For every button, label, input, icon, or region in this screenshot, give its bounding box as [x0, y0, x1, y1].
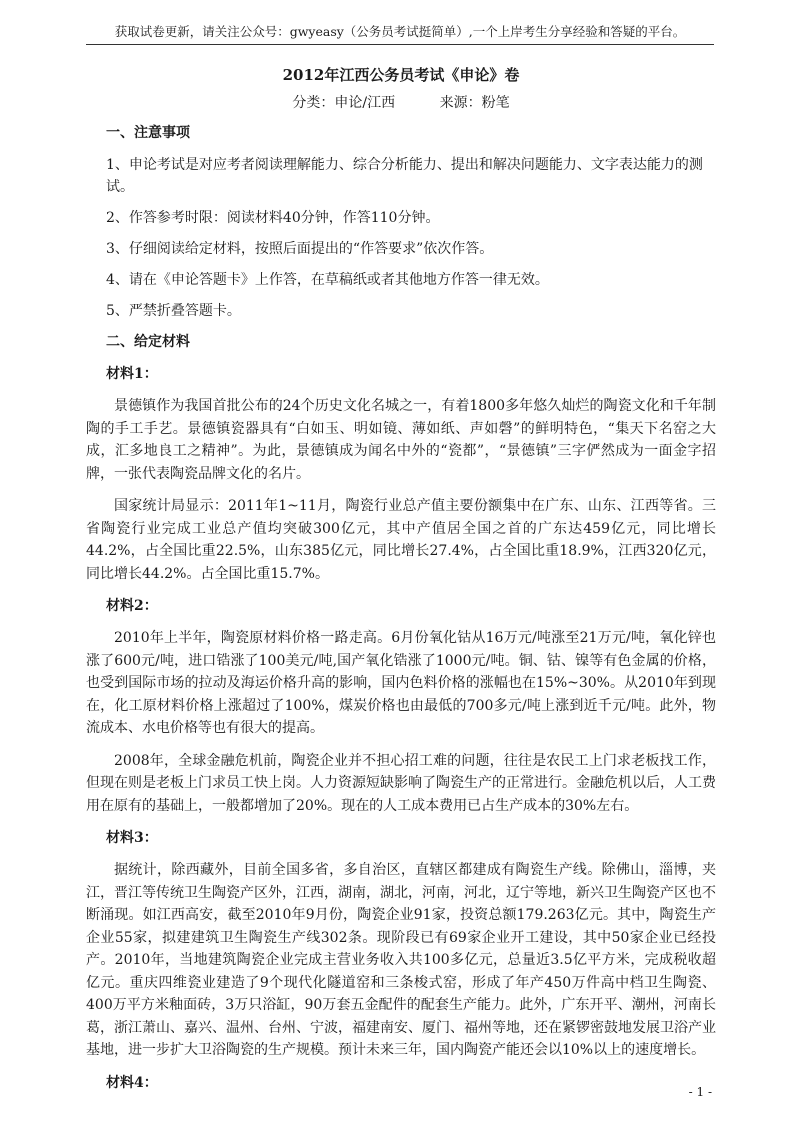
meta-category: 分类：申论/江西 [292, 95, 396, 111]
material-paragraph: 据统计，除西藏外，目前全国多省，多自治区，直辖区都建成有陶瓷生产线。除佛山，淄博，夹江，晋江等传统卫生陶瓷产区外，江西，湖南，湖北，河南，河北，辽宁等地，新兴卫生陶瓷产区也不断涌现。如江西高安，截至2010年9月份，陶瓷企业91家，投资总额179.263亿元。其中，陶瓷生产企业55家，拟建建筑卫生陶瓷生产线302条。现阶段已有69家企业开工建设，其中50家企业已经投产。2010年，当地建筑陶瓷企业完成主营业务收入共100多亿元，总量近3.5亿平方米，完成税收超亿元。重庆四维瓷业建造了9个现代化隧道窑和三条梭式窑，形成了年产450万件高中档卫生陶瓷、400万平方米釉面砖，3万只浴缸，90万套五金配件的配套生产能力。此外，广东开平、潮州，河南长葛，浙江萧山、嘉兴、温州、台州、宁波，福建南安、厦门、福州等地，还在紧锣密鼓地发展卫浴产业基地，进一步扩大卫浴陶瓷的生产规模。预计未来三年，国内陶瓷产能还会以10%以上的速度增长。 [86, 862, 716, 1058]
note-item: 3、仔细阅读给定材料，按照后面提出的“作答要求”依次作答。 [106, 241, 494, 257]
header-divider [86, 44, 714, 45]
note-item: 4、请在《申论答题卡》上作答，在草稿纸或者其他地方作答一律无效。 [106, 272, 549, 288]
page-header: 获取试卷更新，请关注公众号：gwyeasy（公务员考试挺简单）,一个上岸考生分享经验和答疑的平台。 [114, 24, 686, 39]
material-label: 材料3： [106, 830, 158, 846]
note-item: 2、作答参考时限：阅读材料40分钟，作答110分钟。 [106, 210, 440, 226]
material-label: 材料1： [106, 366, 158, 382]
meta-source: 来源：粉笔 [439, 95, 510, 111]
material-paragraph: 2010年上半年，陶瓷原材料价格一路走高。6月份氧化钴从16万元/吨涨至21万元/吨，氧化锌也涨了600元/吨，进口锆涨了100美元/吨,国产氧化锆涨了1000元/吨。铜、钴、镍等有色金属的价格，也受到国际市场的拉动及海运价格升高的影响，国内色料价格的涨幅也在15%~30%。从2010年到现在，化工原材料价格上涨超过了100%，煤炭价格也由最低的700多元/吨上涨到近千元/吨。此外，物流成本、水电价格等也有很大的提高。 [86, 630, 716, 736]
notes-heading: 一、注意事项 [106, 125, 190, 141]
material-label: 材料4： [106, 1074, 158, 1091]
document-title: 2012年江西公务员考试《申论》卷 [282, 66, 520, 84]
material-paragraph: 国家统计局显示：2011年1~11月，陶瓷行业总产值主要份额集中在广东、山东、江西等省。三省陶瓷行业完成工业总产值均突破300亿元，其中产值居全国之首的广东达459亿元，同比增长44.2%，占全国比重22.5%，山东385亿元，同比增长27.4%，占全国比重18.9%，江西320亿元，同比增长44.2%。占全国比重15.7%。 [86, 498, 716, 582]
document-body [86, 62, 716, 1104]
note-item: 1、申论考试是对应考者阅读理解能力、综合分析能力、提出和解决问题能力、文字表达能力的测试。 [106, 157, 703, 195]
material-paragraph: 景德镇作为我国首批公布的24个历史文化名城之一，有着1800多年悠久灿烂的陶瓷文化和千年制陶的手工手艺。景德镇瓷器具有“白如玉、明如镜、薄如纸、声如磬”的鲜明特色，“集天下名窑之大成，汇多地良工之精神”。为此，景德镇成为闻名中外的“瓷都”，“景德镇”三字俨然成为一面金字招牌，一张代表陶瓷品牌文化的名片。 [86, 398, 716, 482]
note-item: 5、严禁折叠答题卡。 [106, 303, 241, 319]
materials-heading: 二、给定材料 [106, 334, 190, 350]
page-number: - 1 - [688, 1085, 712, 1099]
material-label: 材料2： [106, 598, 158, 614]
document-meta [86, 92, 716, 114]
material-paragraph: 2008年，全球金融危机前，陶瓷企业并不担心招工难的问题，往往是农民工上门求老板找工作，但现在则是老板上门求员工快上岗。人力资源短缺影响了陶瓷生产的正常进行。金融危机以后，人工费用在原有的基础上，一般都增加了20%。现在的人工成本费用已占生产成本的30%左右。 [86, 752, 716, 814]
